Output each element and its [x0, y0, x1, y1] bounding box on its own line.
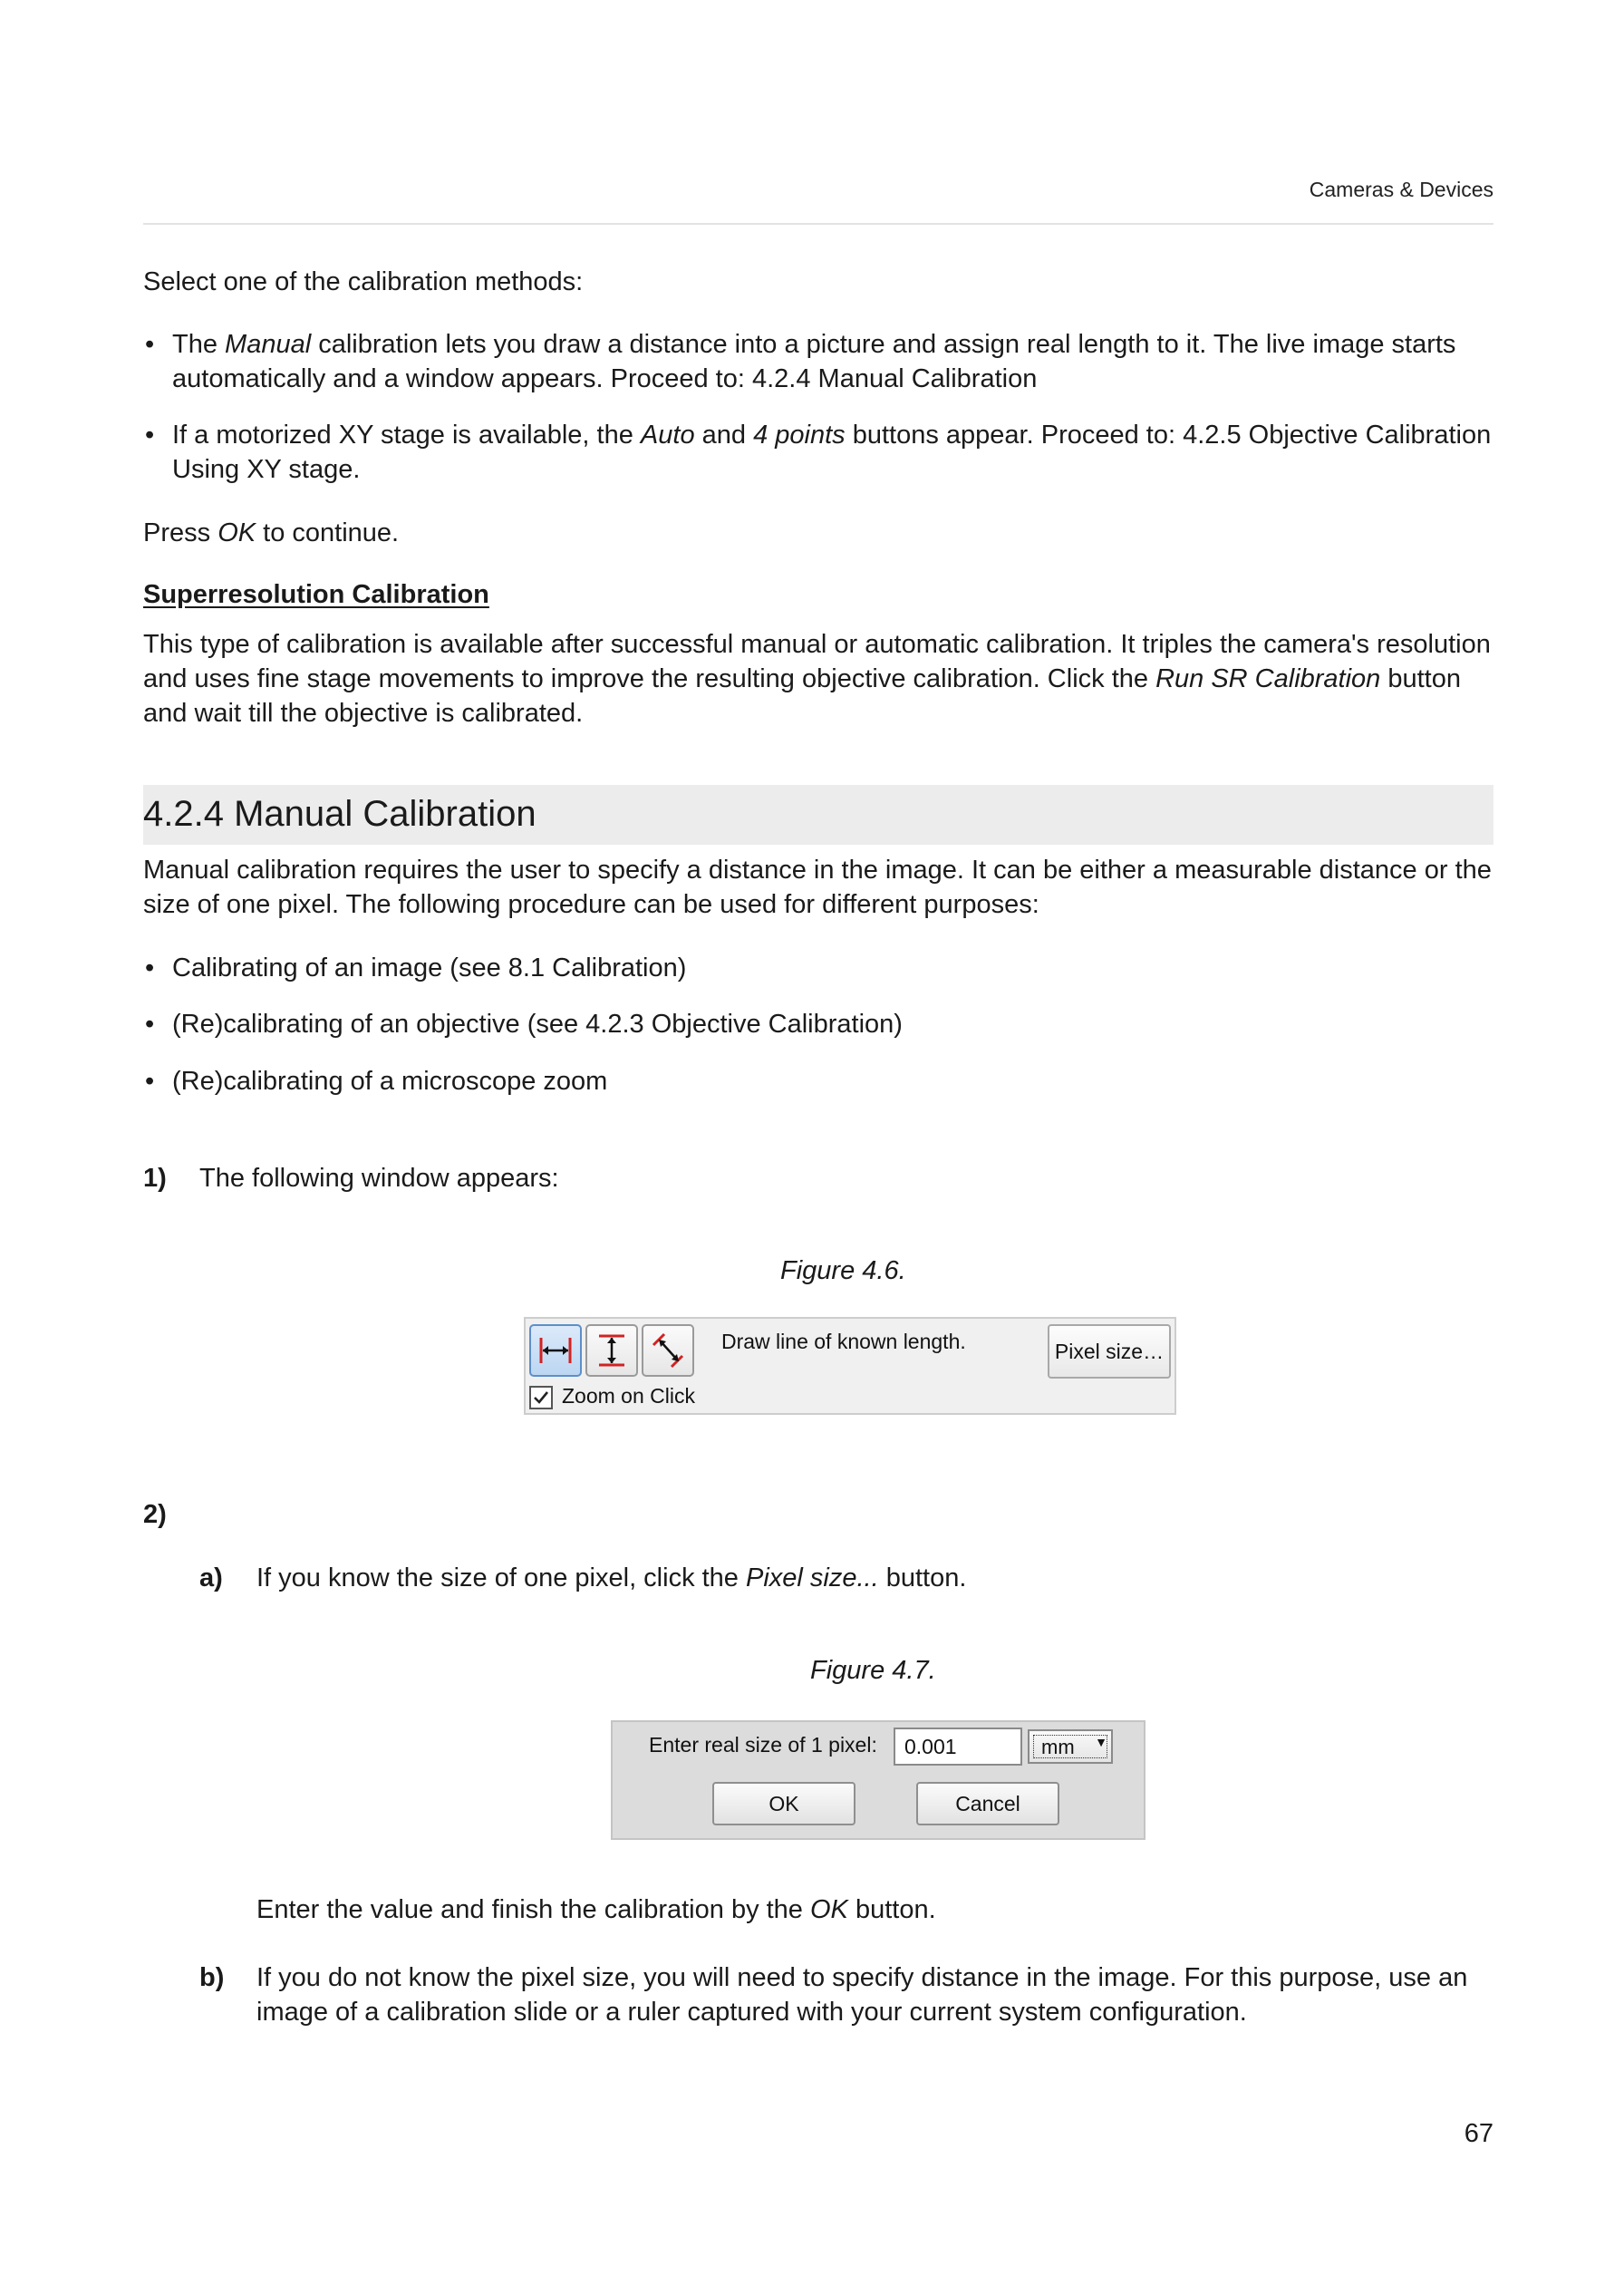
- superres-heading: Superresolution Calibration: [143, 580, 489, 609]
- bullet-emphasis: 4 points: [753, 421, 846, 450]
- bullet-purpose-3: [143, 1064, 1494, 1099]
- text-run: Enter the value and finish the calibration by the: [256, 1895, 810, 1924]
- text-run: button.: [878, 1563, 967, 1592]
- text-emphasis: OK: [218, 518, 256, 547]
- bullet-dot: •: [145, 953, 155, 982]
- bullet-text: (Re)calibrating of an objective (see 4.2.3 Objective Calibration): [172, 1010, 903, 1039]
- unit-select[interactable]: [1028, 1729, 1113, 1764]
- substep-letter: a): [199, 1563, 223, 1592]
- figure-caption: Figure 4.6.: [780, 1256, 906, 1285]
- vertical-line-icon: [594, 1332, 630, 1369]
- bullet-emphasis: Manual: [225, 330, 312, 359]
- bullet-dot: •: [145, 1067, 155, 1096]
- press-ok-text: [143, 516, 1494, 550]
- running-header: Cameras & Devices: [1309, 178, 1494, 201]
- manual-calibration-toolbar: [524, 1317, 1176, 1415]
- step-number: 1): [143, 1164, 167, 1193]
- bullet-dot: •: [145, 421, 155, 450]
- substep-letter: b): [199, 1963, 225, 1992]
- section-title: 4.2.4 Manual Calibration: [143, 794, 536, 834]
- bullet-purpose-1: [143, 951, 1494, 985]
- zoom-on-click-label: Zoom on Click: [562, 1384, 695, 1408]
- bullet-dot: •: [145, 1010, 155, 1039]
- text-emphasis: Run SR Calibration: [1155, 664, 1381, 693]
- bullet-manual: [143, 327, 1494, 396]
- bullet-text: If a motorized XY stage is available, the: [172, 421, 641, 450]
- bullet-text: (Re)calibrating of a microscope zoom: [172, 1067, 608, 1096]
- zoom-on-click-checkbox[interactable]: [529, 1386, 553, 1409]
- text-run: button and wait till the objective is calibrated.: [143, 664, 1461, 728]
- header-divider: [143, 223, 1494, 225]
- pixel-size-input[interactable]: [894, 1728, 1022, 1766]
- bullet-dot: •: [145, 330, 155, 359]
- ok-button[interactable]: OK: [712, 1782, 856, 1825]
- chevron-down-icon: ▼: [1095, 1735, 1107, 1749]
- page-number: 67: [1464, 2119, 1494, 2148]
- bullet-text: The: [172, 330, 226, 359]
- toolbar-hint: Draw line of known length.: [721, 1330, 966, 1353]
- diagonal-line-icon: [650, 1332, 686, 1369]
- bullet-text: Calibrating of an image (see 8.1 Calibration): [172, 953, 687, 982]
- section-heading-band: [143, 785, 1494, 845]
- text-emphasis: Pixel size...: [746, 1563, 879, 1592]
- horizontal-line-icon: [537, 1332, 574, 1369]
- step-number: 2): [143, 1500, 167, 1529]
- step-text: The following window appears:: [199, 1164, 559, 1193]
- bullet-text: calibration lets you draw a distance into a picture and assign real length to it. The live image starts automatically and a window appears. Proceed to: 4.2.4 Manual Calibration: [172, 330, 1456, 393]
- horizontal-line-button[interactable]: [529, 1324, 582, 1377]
- intro-text: Select one of the calibration methods:: [143, 267, 584, 296]
- bullet-text: and: [694, 421, 754, 450]
- bullet-purpose-2: [143, 1007, 1494, 1041]
- figure-caption: Figure 4.7.: [810, 1656, 936, 1685]
- vertical-line-button[interactable]: [585, 1324, 638, 1377]
- text-emphasis: OK: [810, 1895, 848, 1924]
- text-run: This type of calibration is available after successful manual or automatic calibration. It triples the camera's resolution and uses fine stage movements to improve the resulting objective calibration. Click the: [143, 630, 1491, 693]
- text-run: If you know the size of one pixel, click the: [256, 1563, 746, 1592]
- substep-text: [256, 1561, 966, 1595]
- pixel-size-label: Enter real size of 1 pixel:: [649, 1733, 877, 1757]
- cancel-button[interactable]: Cancel: [916, 1782, 1059, 1825]
- text-run: button.: [847, 1895, 936, 1924]
- text-run: Press: [143, 518, 218, 547]
- substep-text: If you do not know the pixel size, you will need to specify distance in the image. For this purpose, use an image of a calibration slide or a ruler captured with your current system configuration.: [256, 1963, 1468, 2027]
- bullet-emphasis: Auto: [640, 421, 695, 450]
- substep-text: [256, 1892, 936, 1927]
- section-intro: Manual calibration requires the user to specify a distance in the image. It can be either a measurable distance or the size of one pixel. The following procedure can be used for different purposes:: [143, 856, 1492, 919]
- text-run: to continue.: [256, 518, 400, 547]
- unit-select-value: mm: [1033, 1735, 1107, 1758]
- diagonal-line-button[interactable]: [642, 1324, 694, 1377]
- pixel-size-button[interactable]: Pixel size…: [1048, 1324, 1171, 1379]
- bullet-text: buttons appear. Proceed to: 4.2.5 Objective Calibration Using XY stage.: [172, 421, 1492, 484]
- superres-body: [143, 627, 1494, 731]
- checkmark-icon: [533, 1389, 549, 1406]
- bullet-auto: [143, 418, 1494, 487]
- pixel-size-dialog: [611, 1720, 1146, 1840]
